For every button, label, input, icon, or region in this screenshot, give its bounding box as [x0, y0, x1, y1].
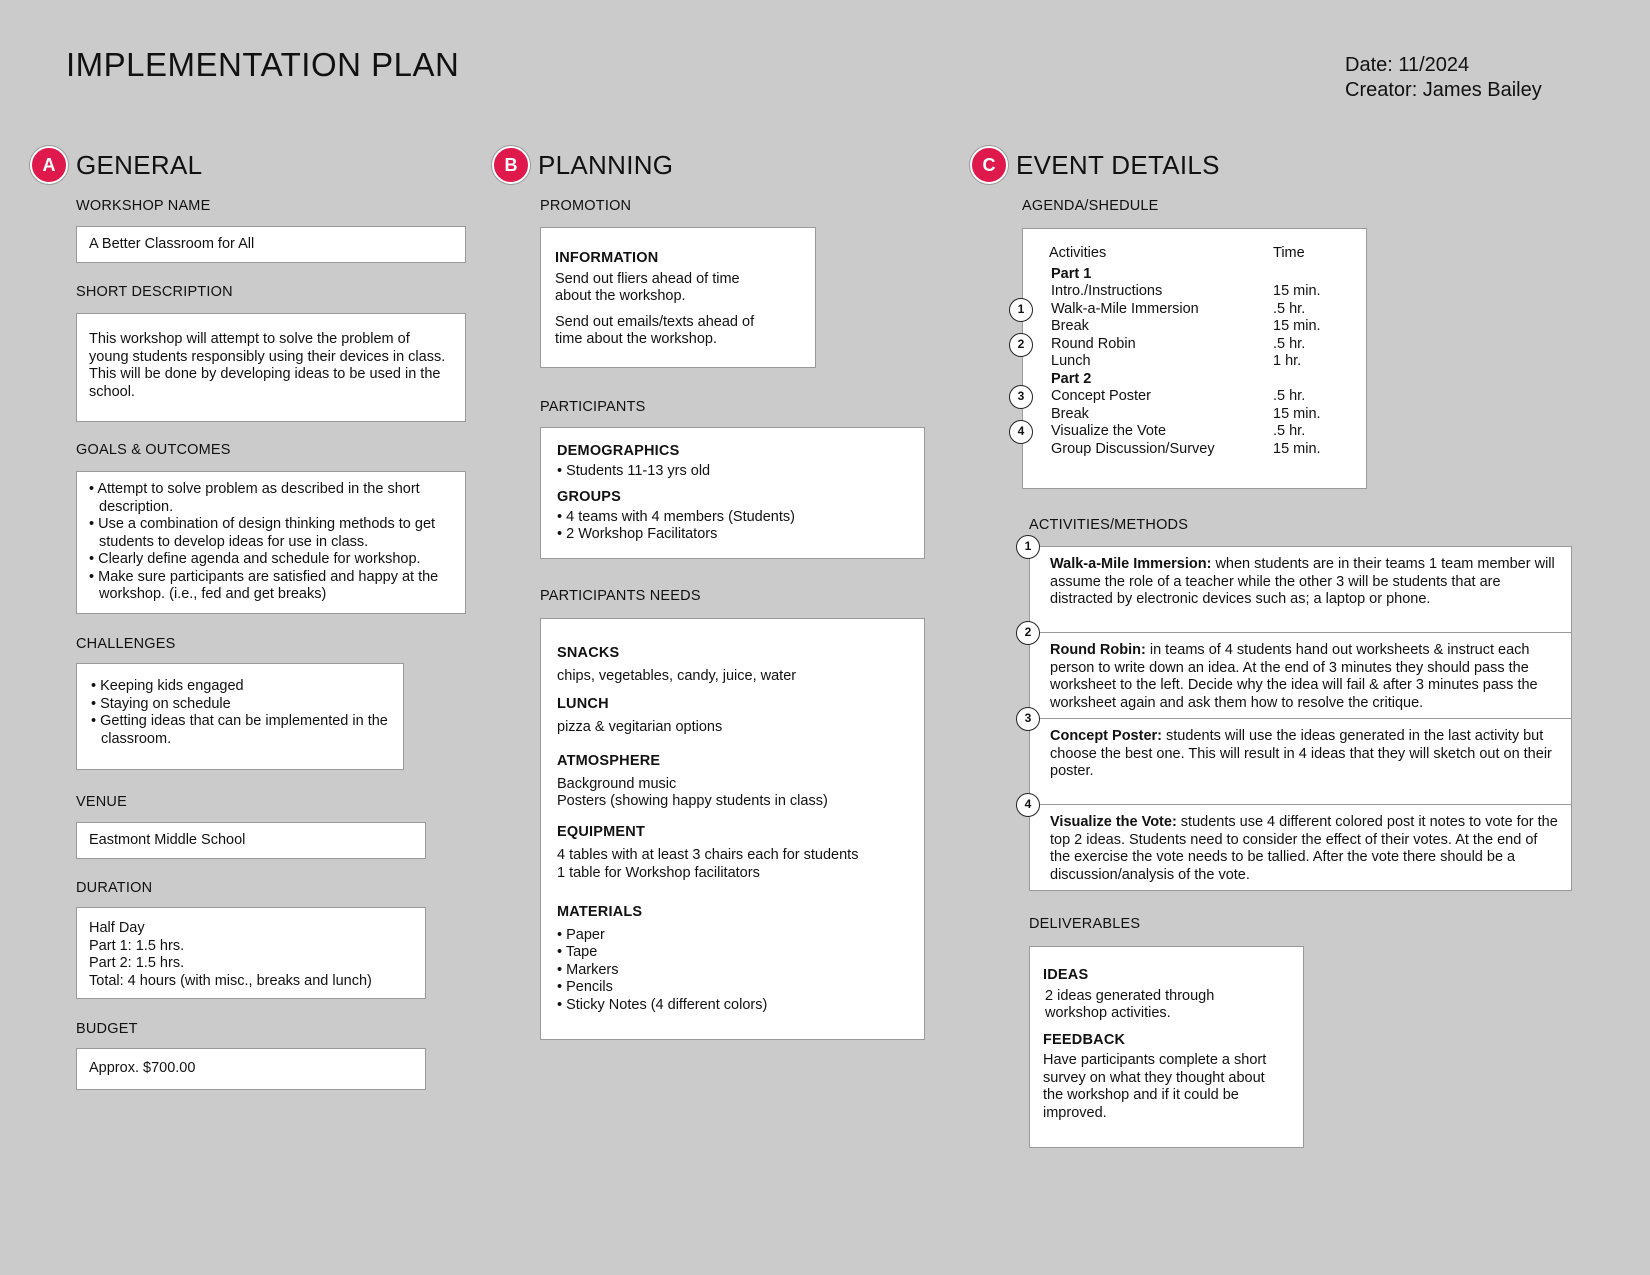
method-row: [1024, 539, 1571, 633]
section-badge-a: A: [30, 146, 68, 184]
agenda-time: 15 min.: [1273, 405, 1321, 422]
method-text: when students are in their teams 1 team member will assume the role of a teacher while the other 3 will be students that are distracted by electronic devices such as; a laptop or phone.: [1050, 556, 1555, 607]
atmosphere-line: Posters (showing happy students in class): [557, 793, 828, 809]
agenda-row: [1023, 371, 1366, 389]
section-badge-b: B: [492, 146, 530, 184]
methods-rows: [1024, 539, 1571, 891]
method-description: [1030, 719, 1571, 781]
duration-box: [76, 907, 426, 999]
duration-label: DURATION: [76, 880, 153, 896]
agenda-activity: Intro./Instructions: [1051, 283, 1163, 299]
agenda-row: [1023, 266, 1366, 284]
material-item: • Tape: [557, 944, 908, 962]
method-step-number: 1: [1016, 535, 1040, 559]
groups-list: [557, 509, 908, 544]
short-description-text: This workshop will attempt to solve the problem of young students responsibly using their devices in class. This will be done by developing ideas to be used in the school.: [89, 331, 446, 400]
equipment-line: 4 tables with at least 3 chairs each for students: [557, 847, 859, 863]
challenge-item: • Keeping kids engaged: [91, 678, 389, 696]
goals-label: GOALS & OUTCOMES: [76, 442, 231, 458]
section-title-general: GENERAL: [76, 149, 203, 180]
page-title: IMPLEMENTATION PLAN: [66, 46, 460, 83]
document-meta: [1345, 53, 1542, 103]
agenda-header-row: [1023, 245, 1366, 263]
agenda-activity: Round Robin: [1051, 335, 1136, 352]
budget-box: [76, 1048, 426, 1090]
date-text: Date: 11/2024: [1345, 54, 1470, 76]
method-name: Walk-a-Mile Immersion:: [1050, 556, 1212, 572]
agenda-row: [1017, 300, 1366, 319]
creator-text: Creator: James Bailey: [1345, 79, 1542, 101]
equipment-heading: EQUIPMENT: [557, 823, 645, 840]
goal-item: • Attempt to solve problem as described in the short description.: [89, 481, 453, 516]
goals-box: [76, 471, 466, 614]
section-title-planning: PLANNING: [538, 149, 674, 180]
feedback-text: Have participants complete a short survey on what they thought about the workshop and if it could be improved.: [1043, 1052, 1267, 1121]
agenda-activity: Break: [1051, 318, 1089, 334]
method-text: students use 4 different colored post it notes to vote for the top 2 ideas. Students need to consider the effect of their votes. At the end of the exercise the vote needs to be tallied. After the vote there should be a discussion/analysis of the vote.: [1050, 814, 1558, 883]
demographics-list: [557, 463, 908, 481]
method-row: [1024, 711, 1571, 805]
agenda-col-time: Time: [1273, 245, 1305, 261]
demographics-heading: DEMOGRAPHICS: [557, 443, 680, 459]
agenda-time: 15 min.: [1273, 318, 1321, 334]
agenda-row: [1017, 423, 1366, 441]
duration-line: Half Day: [89, 920, 145, 936]
agenda-box: [1017, 228, 1367, 489]
participants-needs-box: [540, 618, 925, 1040]
method-step-number: 4: [1016, 793, 1040, 817]
agenda-activity: Group Discussion/Survey: [1051, 440, 1215, 457]
challenges-list: [91, 678, 389, 748]
material-item: • Pencils: [557, 979, 908, 997]
agenda-time: 15 min.: [1273, 440, 1321, 457]
agenda-row: [1023, 353, 1366, 371]
lunch-heading: LUNCH: [557, 696, 609, 712]
section-title-event: EVENT DETAILS: [1016, 149, 1220, 180]
atmosphere-heading: ATMOSPHERE: [557, 753, 661, 769]
materials-list: [557, 927, 908, 1015]
workshop-name-label: WORKSHOP NAME: [76, 198, 211, 214]
agenda-time: .5 hr.: [1273, 300, 1306, 317]
agenda-label: AGENDA/SHEDULE: [1022, 198, 1159, 214]
lunch-text: pizza & vegitarian options: [557, 718, 723, 735]
demographics-item: • Students 11-13 yrs old: [557, 463, 908, 481]
snacks-text: chips, vegetables, candy, juice, water: [557, 667, 797, 684]
method-step-number: 2: [1016, 621, 1040, 645]
promotion-line: Send out fliers ahead of time about the workshop.: [555, 270, 740, 304]
budget-value: Approx. $700.00: [89, 1060, 196, 1076]
methods-box: [1024, 539, 1572, 891]
agenda-step-number: 3: [1009, 385, 1033, 409]
agenda-row: [1023, 441, 1366, 459]
agenda-col-activities: Activities: [1049, 245, 1107, 261]
challenge-item: • Getting ideas that can be implemented in the classroom.: [91, 713, 389, 748]
participants-needs-label: PARTICIPANTS NEEDS: [540, 588, 701, 604]
agenda-row: [1017, 335, 1366, 354]
section-badge-c: C: [970, 146, 1008, 184]
goal-item: • Make sure participants are satisfied and happy at the workshop. (i.e., fed and get breaks): [89, 569, 453, 604]
challenges-box: [76, 663, 404, 770]
method-row: [1024, 797, 1571, 891]
venue-label: VENUE: [76, 794, 127, 810]
agenda-activity: Walk-a-Mile Immersion: [1051, 300, 1199, 317]
deliverables-label: DELIVERABLES: [1029, 916, 1141, 932]
method-name: Concept Poster:: [1050, 728, 1162, 744]
groups-heading: GROUPS: [557, 489, 622, 505]
method-description: [1030, 547, 1571, 609]
workshop-name-box: [76, 226, 466, 263]
methods-label: ACTIVITIES/METHODS: [1029, 517, 1189, 533]
equipment-line: 1 table for Workshop facilitators: [557, 864, 760, 881]
feedback-heading: FEEDBACK: [1043, 1031, 1126, 1048]
material-item: • Paper: [557, 927, 908, 945]
method-description: [1030, 633, 1571, 712]
ideas-heading: IDEAS: [1043, 967, 1089, 983]
duration-line: Part 1: 1.5 hrs.: [89, 937, 185, 954]
section-planning-header: [492, 146, 673, 184]
agenda-activity: Part 1: [1051, 265, 1092, 282]
agenda-activity: Visualize the Vote: [1051, 423, 1167, 439]
duration-line: Total: 4 hours (with misc., breaks and lunch): [89, 972, 372, 989]
agenda-activity: Lunch: [1051, 353, 1091, 369]
promotion-box: [540, 227, 816, 368]
method-text: students will use the ideas generated in the last activity but choose the best one. This will result in 4 ideas that they will sketch out on their poster.: [1050, 728, 1552, 779]
challenges-label: CHALLENGES: [76, 636, 176, 652]
agenda-activity: Part 2: [1051, 370, 1092, 387]
snacks-heading: SNACKS: [557, 645, 620, 661]
agenda-time: .5 hr.: [1273, 423, 1306, 439]
group-item: • 4 teams with 4 members (Students): [557, 509, 908, 527]
short-description-box: [76, 313, 466, 422]
deliverables-box: [1029, 946, 1304, 1148]
agenda-row: [1017, 388, 1366, 406]
agenda-row: [1023, 318, 1366, 336]
agenda-step-number: 4: [1009, 420, 1033, 444]
agenda-step-number: 2: [1009, 333, 1033, 357]
venue-box: [76, 822, 426, 859]
goal-item: • Clearly define agenda and schedule for workshop.: [89, 551, 453, 569]
method-step-number: 3: [1016, 707, 1040, 731]
ideas-text: 2 ideas generated through workshop activities.: [1045, 987, 1215, 1021]
agenda-step-number: 1: [1009, 298, 1033, 322]
agenda-rows: [1017, 265, 1366, 459]
agenda-time: .5 hr.: [1273, 388, 1306, 404]
venue-value: Eastmont Middle School: [89, 832, 246, 848]
agenda-time: 1 hr.: [1273, 353, 1302, 369]
agenda-row: [1023, 283, 1366, 301]
section-general-header: [30, 146, 202, 184]
participants-box: [540, 427, 925, 559]
agenda-row: [1023, 406, 1366, 424]
agenda-activity: Break: [1051, 405, 1089, 422]
section-event-header: [970, 146, 1220, 184]
agenda-activity: Concept Poster: [1051, 388, 1151, 404]
method-row: [1024, 625, 1571, 719]
group-item: • 2 Workshop Facilitators: [557, 526, 908, 544]
workshop-name-value: A Better Classroom for All: [89, 236, 255, 252]
short-description-label: SHORT DESCRIPTION: [76, 284, 233, 300]
agenda-time: .5 hr.: [1273, 335, 1306, 352]
goals-list: [89, 481, 453, 604]
promotion-line: Send out emails/texts ahead of time about the workshop.: [555, 313, 755, 347]
participants-label: PARTICIPANTS: [540, 399, 646, 415]
goal-item: • Use a combination of design thinking methods to get students to develop ideas for use in class.: [89, 516, 453, 551]
agenda-time: 15 min.: [1273, 283, 1321, 299]
method-name: Visualize the Vote:: [1050, 814, 1177, 830]
duration-line: Part 2: 1.5 hrs.: [89, 955, 185, 971]
promotion-heading: INFORMATION: [555, 250, 659, 266]
materials-heading: MATERIALS: [557, 904, 643, 920]
budget-label: BUDGET: [76, 1021, 138, 1037]
material-item: • Sticky Notes (4 different colors): [557, 997, 908, 1015]
challenge-item: • Staying on schedule: [91, 696, 389, 714]
method-description: [1030, 805, 1571, 884]
method-text: in teams of 4 students hand out worksheets & instruct each person to write down an idea. At the end of 3 minutes they should pass the worksheet to the left. Decide why the idea will fail & after 3 minutes pass the worksheet again and ask them how to resolve the critique.: [1050, 642, 1538, 711]
material-item: • Markers: [557, 962, 908, 980]
promotion-label: PROMOTION: [540, 198, 632, 214]
atmosphere-line: Background music: [557, 775, 677, 792]
method-name: Round Robin:: [1050, 642, 1146, 658]
